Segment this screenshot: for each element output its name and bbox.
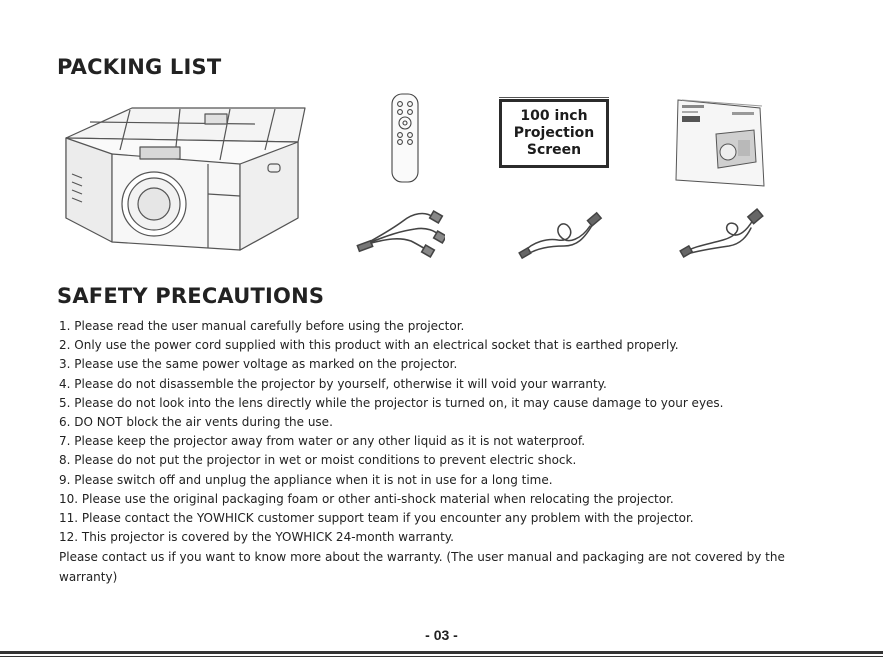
packing-list-heading: PACKING LIST xyxy=(57,55,222,79)
footer-rule-thick xyxy=(0,651,883,654)
screen-label-line-2: Projection xyxy=(513,125,595,141)
precaution-item: 9. Please switch off and unplug the appliance when it is not in use for a long time. xyxy=(59,472,553,487)
precaution-item: 5. Please do not look into the lens directly while the projector is turned on, it may cause damage to your eyes. xyxy=(59,395,724,410)
screen-label-line-1: 100 inch xyxy=(520,108,588,124)
precaution-item: 10. Please use the original packaging foam or other anti-shock material when relocating the projector. xyxy=(59,491,674,506)
precaution-item: 6. DO NOT block the air vents during the use. xyxy=(59,415,333,430)
projector-icon xyxy=(60,92,310,262)
footer-rule-thin xyxy=(0,656,883,657)
manual-booklet-icon xyxy=(672,96,768,188)
av-cable-icon xyxy=(355,207,445,259)
page-number: - 03 - xyxy=(425,627,458,643)
precaution-item: 4. Please do not disassemble the projector by yourself, otherwise it will void your warranty. xyxy=(59,376,607,391)
warranty-note: Please contact us if you want to know more about the warranty. (The user manual and packaging are not covered by the warranty) xyxy=(59,550,785,585)
precaution-item: 2. Only use the power cord supplied with this product with an electrical socket that is earthed properly. xyxy=(59,338,679,353)
safety-precautions-heading: SAFETY PRECAUTIONS xyxy=(57,284,325,308)
precaution-item: 12. This projector is covered by the YOWHICK 24-month warranty. xyxy=(59,530,454,545)
remote-control-icon xyxy=(390,92,420,184)
precaution-item: 1. Please read the user manual carefully before using the projector. xyxy=(59,319,465,333)
precaution-item: 7. Please keep the projector away from water or any other liquid as it is not waterproof. xyxy=(59,434,586,449)
precaution-item: 11. Please contact the YOWHICK customer support team if you encounter any problem with the projector. xyxy=(59,511,694,526)
screen-label-line-3: Screen xyxy=(526,142,582,158)
power-cord-icon xyxy=(679,206,765,258)
precaution-item: 3. Please use the same power voltage as marked on the projector. xyxy=(59,357,458,372)
hdmi-cable-icon xyxy=(518,208,604,260)
safety-precautions-list xyxy=(59,317,839,587)
projection-screen-label xyxy=(499,99,609,168)
precaution-item: 8. Please do not put the projector in wet or moist conditions to prevent electric shock. xyxy=(59,453,577,468)
